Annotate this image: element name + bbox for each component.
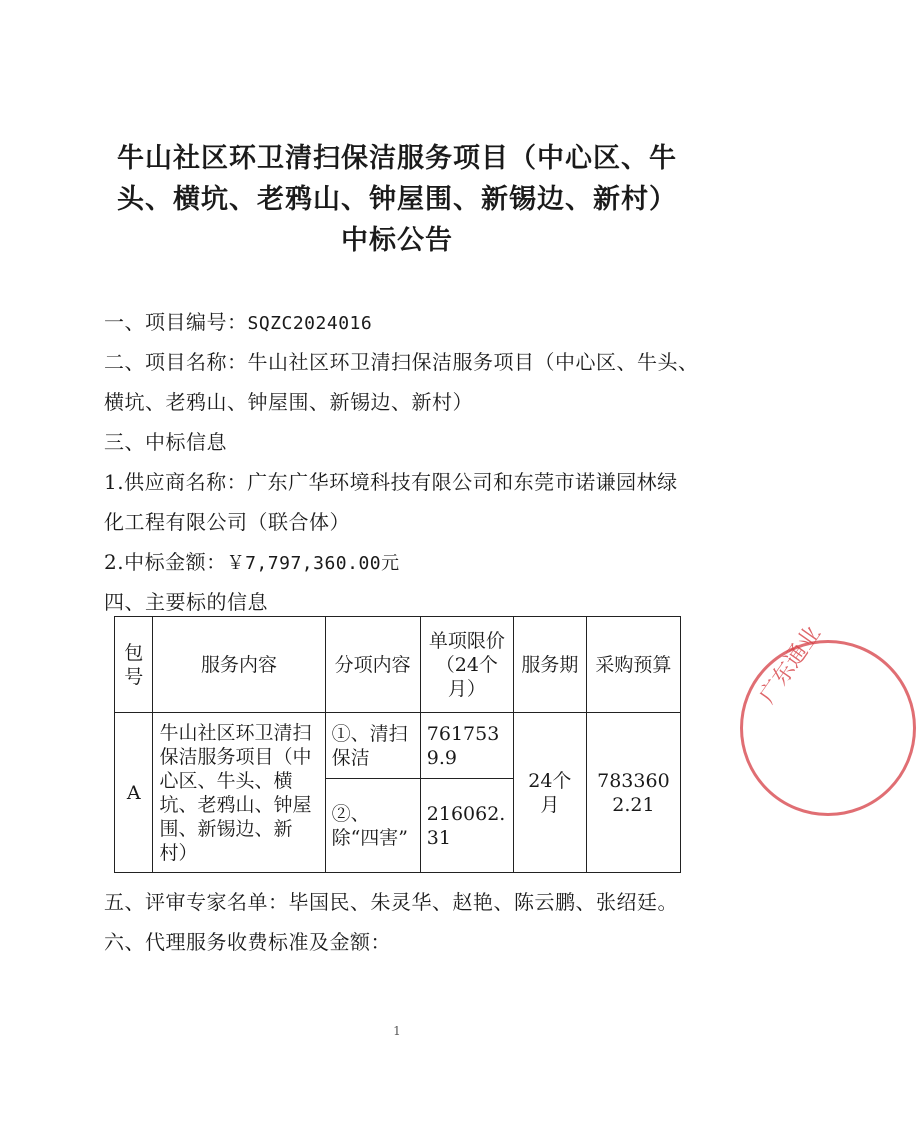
cell-price-2: 216062.31 bbox=[420, 779, 513, 873]
title-line-3: 中标公告 bbox=[341, 225, 453, 256]
official-seal bbox=[740, 621, 916, 816]
cell-content: 牛山社区环卫清扫保洁服务项目（中心区、牛头、横坑、老鸦山、钟屋围、新锡边、新村） bbox=[153, 713, 325, 873]
award-amount-label: 2.中标金额： bbox=[104, 550, 227, 574]
cell-budget: 7833602.21 bbox=[586, 713, 680, 873]
project-number-label: 一、项目编号： bbox=[104, 310, 248, 334]
award-info-heading: 三、中标信息 bbox=[104, 430, 227, 454]
main-subject-heading: 四、主要标的信息 bbox=[104, 590, 268, 614]
table-header-row bbox=[115, 617, 681, 713]
cell-price-1: 7617539.9 bbox=[420, 713, 513, 779]
header-package: 包号 bbox=[115, 617, 153, 713]
cell-item-1: ①、清扫保洁 bbox=[325, 713, 420, 779]
title-line-1: 牛山社区环卫清扫保洁服务项目（中心区、牛 bbox=[117, 143, 677, 174]
document-title bbox=[70, 138, 724, 261]
header-content: 服务内容 bbox=[153, 617, 325, 713]
header-unit-price: 单项限价（24个月） bbox=[420, 617, 513, 713]
cell-package: A bbox=[115, 713, 153, 873]
subject-info-table bbox=[114, 616, 681, 873]
page-number: 1 bbox=[393, 1024, 401, 1038]
table-row bbox=[115, 713, 681, 779]
header-period: 服务期 bbox=[513, 617, 586, 713]
header-budget: 采购预算 bbox=[586, 617, 680, 713]
award-amount-line bbox=[104, 548, 400, 578]
agency-fee-line: 六、代理服务收费标准及金额： bbox=[104, 930, 391, 954]
project-name-line-1: 二、项目名称：牛山社区环卫清扫保洁服务项目（中心区、牛头、 bbox=[104, 350, 699, 374]
project-number-line bbox=[104, 308, 372, 338]
award-amount-value: ￥7,797,360.00元 bbox=[226, 553, 400, 574]
cell-item-2: ②、除“四害” bbox=[325, 779, 420, 873]
seal-text: 广东通业 bbox=[755, 621, 827, 709]
title-line-2: 头、横坑、老鸦山、钟屋围、新锡边、新村） bbox=[117, 184, 677, 215]
project-name-line-2: 横坑、老鸦山、钟屋围、新锡边、新村） bbox=[104, 390, 473, 414]
cell-period: 24个月 bbox=[513, 713, 586, 873]
supplier-line-2: 化工程有限公司（联合体） bbox=[104, 510, 350, 534]
project-number-value: SQZC2024016 bbox=[247, 313, 373, 334]
experts-line: 五、评审专家名单：毕国民、朱灵华、赵艳、陈云鹏、张绍廷。 bbox=[104, 890, 678, 914]
header-item: 分项内容 bbox=[325, 617, 420, 713]
supplier-line-1: 1.供应商名称：广东广华环境科技有限公司和东莞市诺谦园林绿 bbox=[104, 470, 678, 494]
